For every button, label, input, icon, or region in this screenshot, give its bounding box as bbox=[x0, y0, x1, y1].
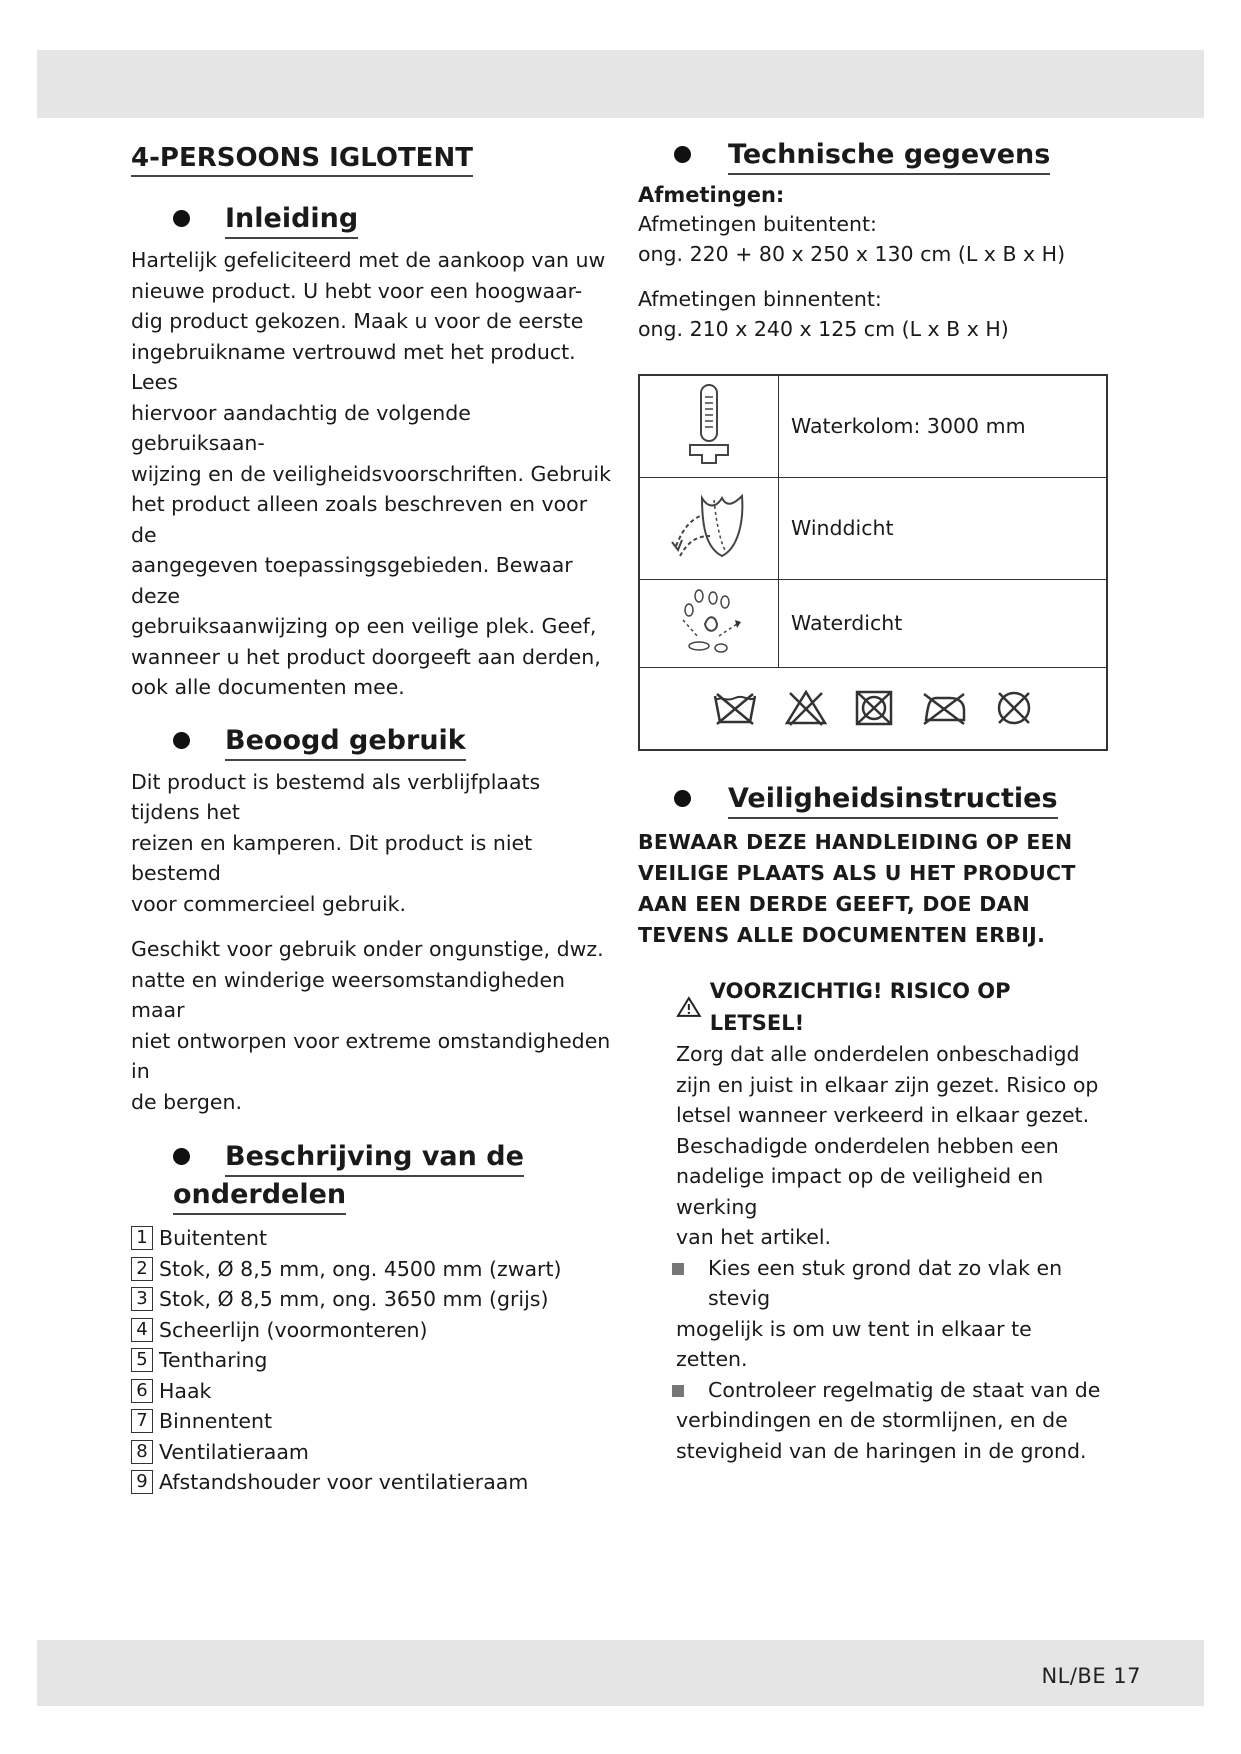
list-item: 2 Stok, Ø 8,5 mm, ong. 4500 mm (zwart) bbox=[131, 1254, 611, 1285]
list-item: 3 Stok, Ø 8,5 mm, ong. 3650 mm (grijs) bbox=[131, 1284, 611, 1315]
left-column bbox=[131, 135, 611, 1498]
warning-title: VOORZICHTIG! RISICO OP LETSEL! bbox=[676, 975, 1108, 1039]
page-title: 4-PERSOONS IGLOTENT bbox=[131, 143, 473, 177]
parts-list bbox=[131, 1223, 611, 1498]
table-row bbox=[639, 579, 1107, 667]
care-symbols bbox=[639, 667, 1107, 750]
dimensions-label: Afmetingen: bbox=[638, 183, 785, 207]
warning-triangle-icon bbox=[676, 996, 702, 1018]
table-row bbox=[639, 375, 1107, 477]
list-item: 1 Buitentent bbox=[131, 1223, 611, 1254]
header-band bbox=[37, 50, 1204, 118]
bullet-dot-icon bbox=[173, 732, 190, 749]
list-item: 9 Afstandshouder voor ventilatieraam bbox=[131, 1467, 611, 1498]
heading-beoogd-gebruik: Beoogd gebruik bbox=[131, 723, 611, 761]
inner-tent-value: ong. 210 x 240 x 125 cm (L x B x H) bbox=[638, 317, 1009, 341]
heading-inleiding: Inleiding bbox=[131, 201, 611, 239]
heading-onderdelen: Beschrijving van de onderdelen bbox=[131, 1139, 611, 1215]
table-row bbox=[639, 667, 1107, 750]
warning-block: VOORZICHTIG! RISICO OP LETSEL! Zorg dat alle onderdelen onbeschadigd zijn en juist in elkaar zijn gezet. Risico op letsel wanneer verkeerd in elkaar gezet. Beschadigde onderdelen hebben een nadelige impact op de veiligheid en werking van het artikel. Kies een stuk grond dat zo vlak en stevig mogelijk is om uw tent in elkaar te zetten. Controleer regelmatig de staat van de verbindingen en de stormlijnen, en de stevigheid van de haringen in de grond. bbox=[676, 975, 1108, 1466]
symbols-table bbox=[638, 374, 1108, 751]
table-row bbox=[639, 477, 1107, 579]
use-paragraph-1: Dit product is bestemd als verblijfplaats tijdens het reizen en kamperen. Dit product is niet bestemd voor commercieel gebruik. bbox=[131, 769, 541, 916]
bullet-dot-icon bbox=[674, 146, 691, 163]
list-item: 6 Haak bbox=[131, 1376, 611, 1407]
safety-notice: BEWAAR DEZE HANDLEIDING OP EEN VEILIGE PLAATS ALS U HET PRODUCT AAN EEN DERDE GEEFT, DOE DAN TEVENS ALLE DOCUMENTEN ERBIJ. bbox=[638, 830, 1076, 947]
list-item: Kies een stuk grond dat zo vlak en stevig bbox=[676, 1253, 1108, 1314]
waterproof-icon bbox=[639, 579, 779, 667]
list-item: 7 Binnentent bbox=[131, 1406, 611, 1437]
bullet-dot-icon bbox=[674, 790, 691, 807]
do-not-tumble-dry-icon bbox=[854, 689, 894, 727]
right-column bbox=[638, 135, 1108, 1466]
list-item: 5 Tentharing bbox=[131, 1345, 611, 1376]
use-paragraph-2: Geschikt voor gebruik onder ongunstige, dwz. natte en winderige weersomstandigheden maar niet ontworpen voor extreme omstandigheden in de bergen. bbox=[131, 937, 611, 1114]
list-item: 8 Ventilatieraam bbox=[131, 1437, 611, 1468]
heading-veiligheidsinstructies: Veiligheidsinstructies bbox=[638, 781, 1108, 819]
do-not-iron-icon bbox=[920, 690, 968, 726]
windproof-icon bbox=[639, 477, 779, 579]
heading-technische-gegevens: Technische gegevens bbox=[638, 137, 1108, 175]
windproof-text: Winddicht bbox=[779, 477, 1108, 579]
square-bullet-icon bbox=[672, 1385, 684, 1397]
outer-tent-value: ong. 220 + 80 x 250 x 130 cm (L x B x H) bbox=[638, 242, 1066, 266]
page-number: NL/BE 17 bbox=[1041, 1664, 1141, 1688]
inner-tent-label: Afmetingen binnentent: bbox=[638, 287, 882, 311]
footer-band bbox=[37, 1640, 1204, 1706]
square-bullet-icon bbox=[672, 1263, 684, 1275]
bullet-dot-icon bbox=[173, 210, 190, 227]
list-item: Controleer regelmatig de staat van de bbox=[676, 1375, 1108, 1406]
do-not-dry-clean-icon bbox=[994, 688, 1034, 728]
bullet-dot-icon bbox=[173, 1148, 190, 1165]
water-column-text: Waterkolom: 3000 mm bbox=[779, 375, 1108, 477]
waterproof-text: Waterdicht bbox=[779, 579, 1108, 667]
outer-tent-label: Afmetingen buitentent: bbox=[638, 212, 877, 236]
do-not-wash-icon bbox=[712, 690, 758, 726]
intro-paragraph: Hartelijk gefeliciteerd met de aankoop van uw nieuwe product. U hebt voor een hoogwaar- dig product gekozen. Maak u voor de eerste ingebruikname vertrouwd met het product. Lees hiervoor aandachtig de volgende gebruiksaan- wijzing en de veiligheidsvoorschriften. Gebruik het product alleen zoals beschreven en voor de aangegeven toepassingsgebieden. Bewaar deze gebruiksaanwijzing op een veilige plek. Geef, wanneer u het product doorgeeft aan derden, ook alle documenten mee. bbox=[131, 248, 611, 699]
water-column-icon bbox=[639, 375, 779, 477]
list-item: 4 Scheerlijn (voormonteren) bbox=[131, 1315, 611, 1346]
do-not-bleach-icon bbox=[784, 689, 828, 727]
